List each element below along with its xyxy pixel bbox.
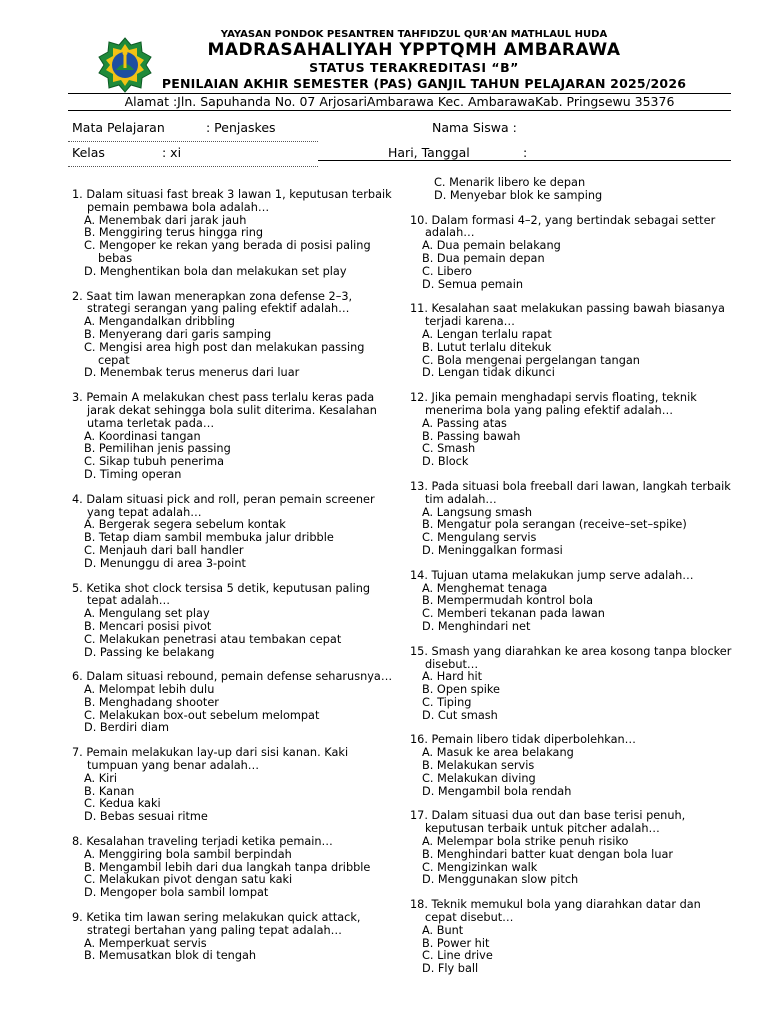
answer-option: C. Line drive	[422, 949, 493, 963]
answer-option: D. Menggunakan slow pitch	[422, 873, 579, 887]
answer-option: B. Dua pemain depan	[422, 251, 545, 265]
answer-options	[410, 925, 735, 976]
answer-option: C. Smash	[422, 442, 476, 456]
question-item	[72, 494, 397, 571]
question-stem: 1. Dalam situasi fast break 3 lawan 1, keputusan terbaik pemain pembawa bola adalah…	[72, 188, 392, 214]
question-item	[410, 570, 735, 634]
answer-option: D. Mengoper bola sambil lompat	[84, 886, 269, 900]
answer-option: A. Menggiring bola sambil berpindah	[84, 847, 292, 861]
dotted-divider	[68, 141, 318, 142]
question-stem: 11. Kesalahan saat melakukan passing bawah biasanya terjadi karena…	[410, 302, 725, 329]
answer-option: B. Mengambil lebih dari dua langkah tanpa dribble	[84, 860, 371, 874]
answer-options	[72, 431, 397, 482]
question-stem: 12. Jika pemain menghadapi servis floating, teknik menerima bola yang paling efektif adalah…	[410, 391, 697, 417]
answer-option: C. Bola mengenai pergelangan tangan	[422, 353, 640, 367]
question-stem: 3. Pemain A melakukan chest pass terlalu keras pada jarak dekat sehingga bola sulit diterima. Kesalahan utama terletak pada…	[72, 391, 377, 430]
answer-option: B. Mengatur pola serangan (receive–set–spike)	[422, 518, 687, 532]
answer-option: B. Menggiring terus hingga ring	[84, 226, 264, 240]
question-item	[72, 912, 397, 963]
identity-rule	[318, 160, 731, 161]
answer-option: C. Menarik libero ke depan	[434, 176, 586, 189]
answer-options	[72, 773, 397, 824]
question-stem: 7. Pemain melakukan lay-up dari sisi kanan. Kaki tumpuan yang benar adalah…	[72, 746, 349, 773]
question-stem: 4. Dalam situasi pick and roll, peran pemain screener yang tepat adalah…	[72, 492, 375, 519]
answer-option: D. Semua pemain	[422, 277, 524, 291]
question-item	[410, 646, 735, 723]
answer-option: D. Block	[422, 455, 469, 469]
answer-option: A. Bunt	[422, 923, 464, 937]
answer-option: D. Timing operan	[84, 467, 182, 481]
question-column-left	[72, 189, 397, 975]
answer-option: A. Masuk ke area belakang	[422, 746, 574, 760]
answer-option: C. Melakukan penetrasi atau tembakan cepat	[84, 632, 342, 646]
subject-value: : Penjaskes	[206, 120, 276, 135]
answer-option: A. Mengandalkan dribbling	[84, 315, 235, 329]
question-stem: 17. Dalam situasi dua out dan base terisi penuh, keputusan terbaik untuk pitcher adalah…	[410, 809, 686, 836]
answer-option: A. Menembak dari jarak jauh	[84, 213, 247, 227]
question-column-right	[410, 177, 735, 988]
answer-option: D. Meninggalkan formasi	[422, 543, 563, 557]
question-stem: 6. Dalam situasi rebound, pemain defense seharusnya…	[72, 670, 393, 684]
answer-option: C. Mengulang servis	[422, 531, 537, 545]
answer-option: B. Power hit	[422, 936, 490, 950]
question-item	[410, 481, 735, 558]
answer-options	[410, 671, 735, 722]
answer-option: D. Menghindari net	[422, 619, 531, 633]
exam-title: PENILAIAN AKHIR SEMESTER (PAS) GANJIL TAHUN PELAJARAN 2025/2026	[161, 76, 687, 91]
answer-option: D. Bebas sesuai ritme	[84, 810, 208, 824]
answer-option: B. Melakukan servis	[422, 759, 535, 773]
answer-options	[72, 938, 397, 964]
answer-option: B. Menyerang dari garis samping	[84, 327, 272, 341]
answer-options	[410, 747, 735, 798]
answer-options	[72, 608, 397, 659]
answer-option: C. Libero	[422, 264, 472, 278]
continued-options	[410, 177, 735, 203]
letterhead	[0, 0, 768, 112]
answer-options	[410, 418, 735, 469]
answer-option: C. Tiping	[422, 695, 472, 709]
answer-options	[72, 684, 397, 735]
answer-option: B. Tetap diam sambil membuka jalur dribble	[84, 531, 334, 545]
question-item	[72, 583, 397, 660]
answer-option: C. Sikap tubuh penerima	[84, 455, 225, 469]
question-stem: 13. Pada situasi bola freeball dari lawan, langkah terbaik tim adalah…	[410, 479, 731, 506]
answer-option: A. Dua pemain belakang	[422, 239, 561, 253]
answer-option: A. Mengulang set play	[84, 607, 210, 621]
question-stem: 18. Teknik memukul bola yang diarahkan datar dan cepat disebut…	[410, 898, 701, 925]
answer-option: C. Mengoper ke rekan yang berada di posisi paling bebas	[84, 239, 371, 265]
answer-option: B. Mempermudah kontrol bola	[422, 594, 594, 608]
answer-option: B. Memusatkan blok di tengah	[84, 949, 257, 963]
answer-option: A. Kiri	[84, 771, 118, 785]
answer-option: C. Kedua kaki	[84, 797, 161, 811]
question-item	[410, 215, 735, 292]
student-name-label: Nama Siswa :	[432, 120, 517, 135]
answer-option: B. Kanan	[84, 784, 135, 798]
answer-options	[410, 240, 735, 291]
answer-option: A. Langsung smash	[422, 505, 533, 519]
answer-options	[72, 519, 397, 570]
question-item	[72, 747, 397, 824]
answer-option: D. Berdiri diam	[84, 721, 169, 735]
date-label: Hari, Tanggal	[388, 145, 470, 160]
answer-option: C. Mengisi area high post dan melakukan passing cepat	[84, 340, 365, 367]
answer-option: D. Fly ball	[422, 962, 479, 976]
accreditation-status: STATUS TERAKREDITASI “B”	[309, 60, 519, 75]
answer-option: D. Menunggu di area 3-point	[84, 556, 246, 570]
dotted-divider	[68, 166, 318, 167]
answer-option: D. Menghentikan bola dan melakukan set play	[84, 264, 347, 278]
answer-option: D. Lengan tidak dikunci	[422, 366, 555, 380]
answer-options	[410, 836, 735, 887]
question-stem: 8. Kesalahan traveling terjadi ketika pemain…	[72, 835, 333, 849]
question-item	[72, 392, 397, 482]
answer-options	[72, 215, 397, 279]
answer-option: C. Memberi tekanan pada lawan	[422, 607, 605, 621]
answer-option: B. Menghadang shooter	[84, 695, 219, 709]
answer-option: D. Passing ke belakang	[84, 645, 215, 659]
question-item	[72, 671, 397, 735]
date-value: :	[523, 145, 528, 160]
question-stem: 2. Saat tim lawan menerapkan zona defense 2–3, strategi serangan yang paling efektif adalah…	[72, 289, 353, 316]
answer-options	[410, 507, 735, 558]
question-item	[72, 291, 397, 381]
question-item	[410, 734, 735, 798]
question-stem: 5. Ketika shot clock tersisa 5 detik, keputusan paling tepat adalah…	[72, 581, 371, 608]
answer-options	[72, 849, 397, 900]
answer-option: C. Melakukan box-out sebelum melompat	[84, 708, 320, 722]
answer-option: A. Passing atas	[422, 416, 507, 430]
answer-options	[410, 329, 735, 380]
answer-options	[410, 583, 735, 634]
question-stem: 16. Pemain libero tidak diperbolehkan…	[410, 733, 636, 747]
address-rule	[68, 110, 731, 111]
question-item	[72, 189, 397, 279]
question-item	[410, 899, 735, 976]
answer-option: A. Lengan terlalu rapat	[422, 327, 552, 341]
answer-option: C. Mengizinkan walk	[422, 860, 538, 874]
answer-option: B. Passing bawah	[422, 429, 521, 443]
question-item	[410, 392, 735, 469]
answer-option: A. Melompat lebih dulu	[84, 683, 215, 697]
answer-option: A. Bergerak segera sebelum kontak	[84, 518, 286, 532]
question-stem: 14. Tujuan utama melakukan jump serve adalah…	[410, 568, 694, 582]
answer-option: A. Memperkuat servis	[84, 936, 207, 950]
answer-option: D. Menembak terus menerus dari luar	[84, 366, 300, 380]
answer-option: A. Menghemat tenaga	[422, 581, 548, 595]
school-address: Alamat :Jln. Sapuhanda No. 07 ArjosariAmbarawa Kec. AmbarawaKab. Pringsewu 35376	[124, 94, 675, 109]
question-item	[410, 810, 735, 887]
question-stem: 9. Ketika tim lawan sering melakukan quick attack, strategi bertahan yang paling tepat adalah…	[72, 911, 361, 937]
answer-option: A. Melempar bola strike penuh risiko	[422, 835, 629, 849]
answer-option: C. Melakukan diving	[422, 771, 536, 785]
answer-option: B. Menghindari batter kuat dengan bola luar	[422, 847, 674, 861]
school-name: MADRASAHALIYAH YPPTQMH AMBARAWA	[207, 40, 621, 60]
answer-option: B. Lutut terlalu ditekuk	[422, 340, 552, 354]
answer-option: D. Mengambil bola rendah	[422, 784, 572, 798]
answer-option: A. Hard hit	[422, 670, 483, 684]
answer-option: C. Menjauh dari ball handler	[84, 543, 244, 557]
question-stem: 15. Smash yang diarahkan ke area kosong tanpa blocker disebut…	[410, 644, 732, 671]
answer-option: D. Menyebar blok ke samping	[434, 188, 603, 202]
answer-option: B. Pemilihan jenis passing	[84, 442, 231, 456]
question-item	[72, 836, 397, 900]
answer-options	[72, 316, 397, 380]
answer-option: D. Cut smash	[422, 708, 498, 722]
class-label: Kelas	[72, 145, 105, 160]
answer-option: B. Mencari posisi pivot	[84, 619, 212, 633]
subject-label: Mata Pelajaran	[72, 120, 165, 135]
question-stem: 10. Dalam formasi 4–2, yang bertindak sebagai setter adalah…	[410, 213, 716, 240]
foundation-name: YAYASAN PONDOK PESANTREN TAHFIDZUL QUR'AN MATHLAUL HUDA	[220, 29, 608, 40]
answer-option: B. Open spike	[422, 683, 500, 697]
question-item	[410, 303, 735, 380]
answer-option: A. Koordinasi tangan	[84, 429, 201, 443]
class-value: : xi	[162, 145, 182, 160]
answer-option: C. Melakukan pivot dengan satu kaki	[84, 873, 293, 887]
